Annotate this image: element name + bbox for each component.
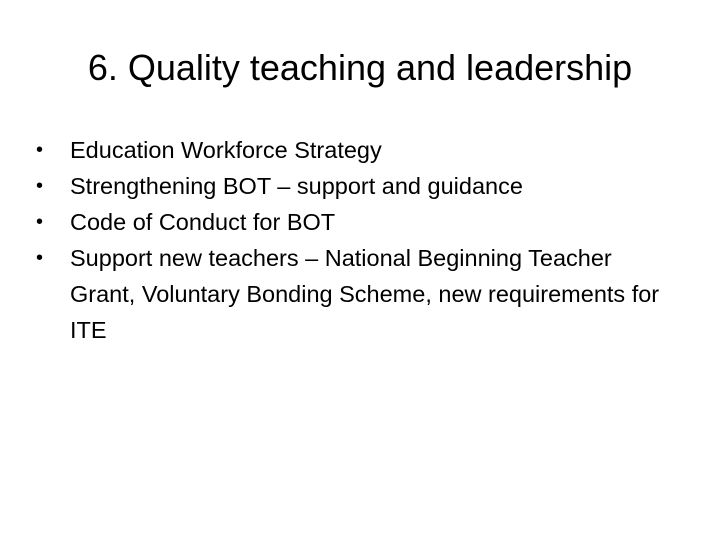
bullet-text: Strengthening BOT – support and guidance [70, 173, 523, 199]
bullet-icon: • [36, 211, 44, 233]
bullet-icon: • [36, 247, 44, 269]
bullet-item [36, 132, 676, 168]
bullet-icon: • [36, 175, 44, 197]
slide-title: 6. Quality teaching and leadership [87, 47, 633, 88]
bullet-item [36, 240, 676, 348]
bullet-text: Code of Conduct for BOT [70, 209, 336, 235]
bullet-list [36, 132, 676, 348]
bullet-text: Support new teachers – National Beginning Teacher Grant, Voluntary Bonding Scheme, new requirements for ITE [70, 245, 660, 343]
bullet-text: Education Workforce Strategy [70, 137, 382, 163]
bullet-item [36, 204, 676, 240]
bullet-icon: • [36, 139, 44, 161]
bullet-item [36, 168, 676, 204]
